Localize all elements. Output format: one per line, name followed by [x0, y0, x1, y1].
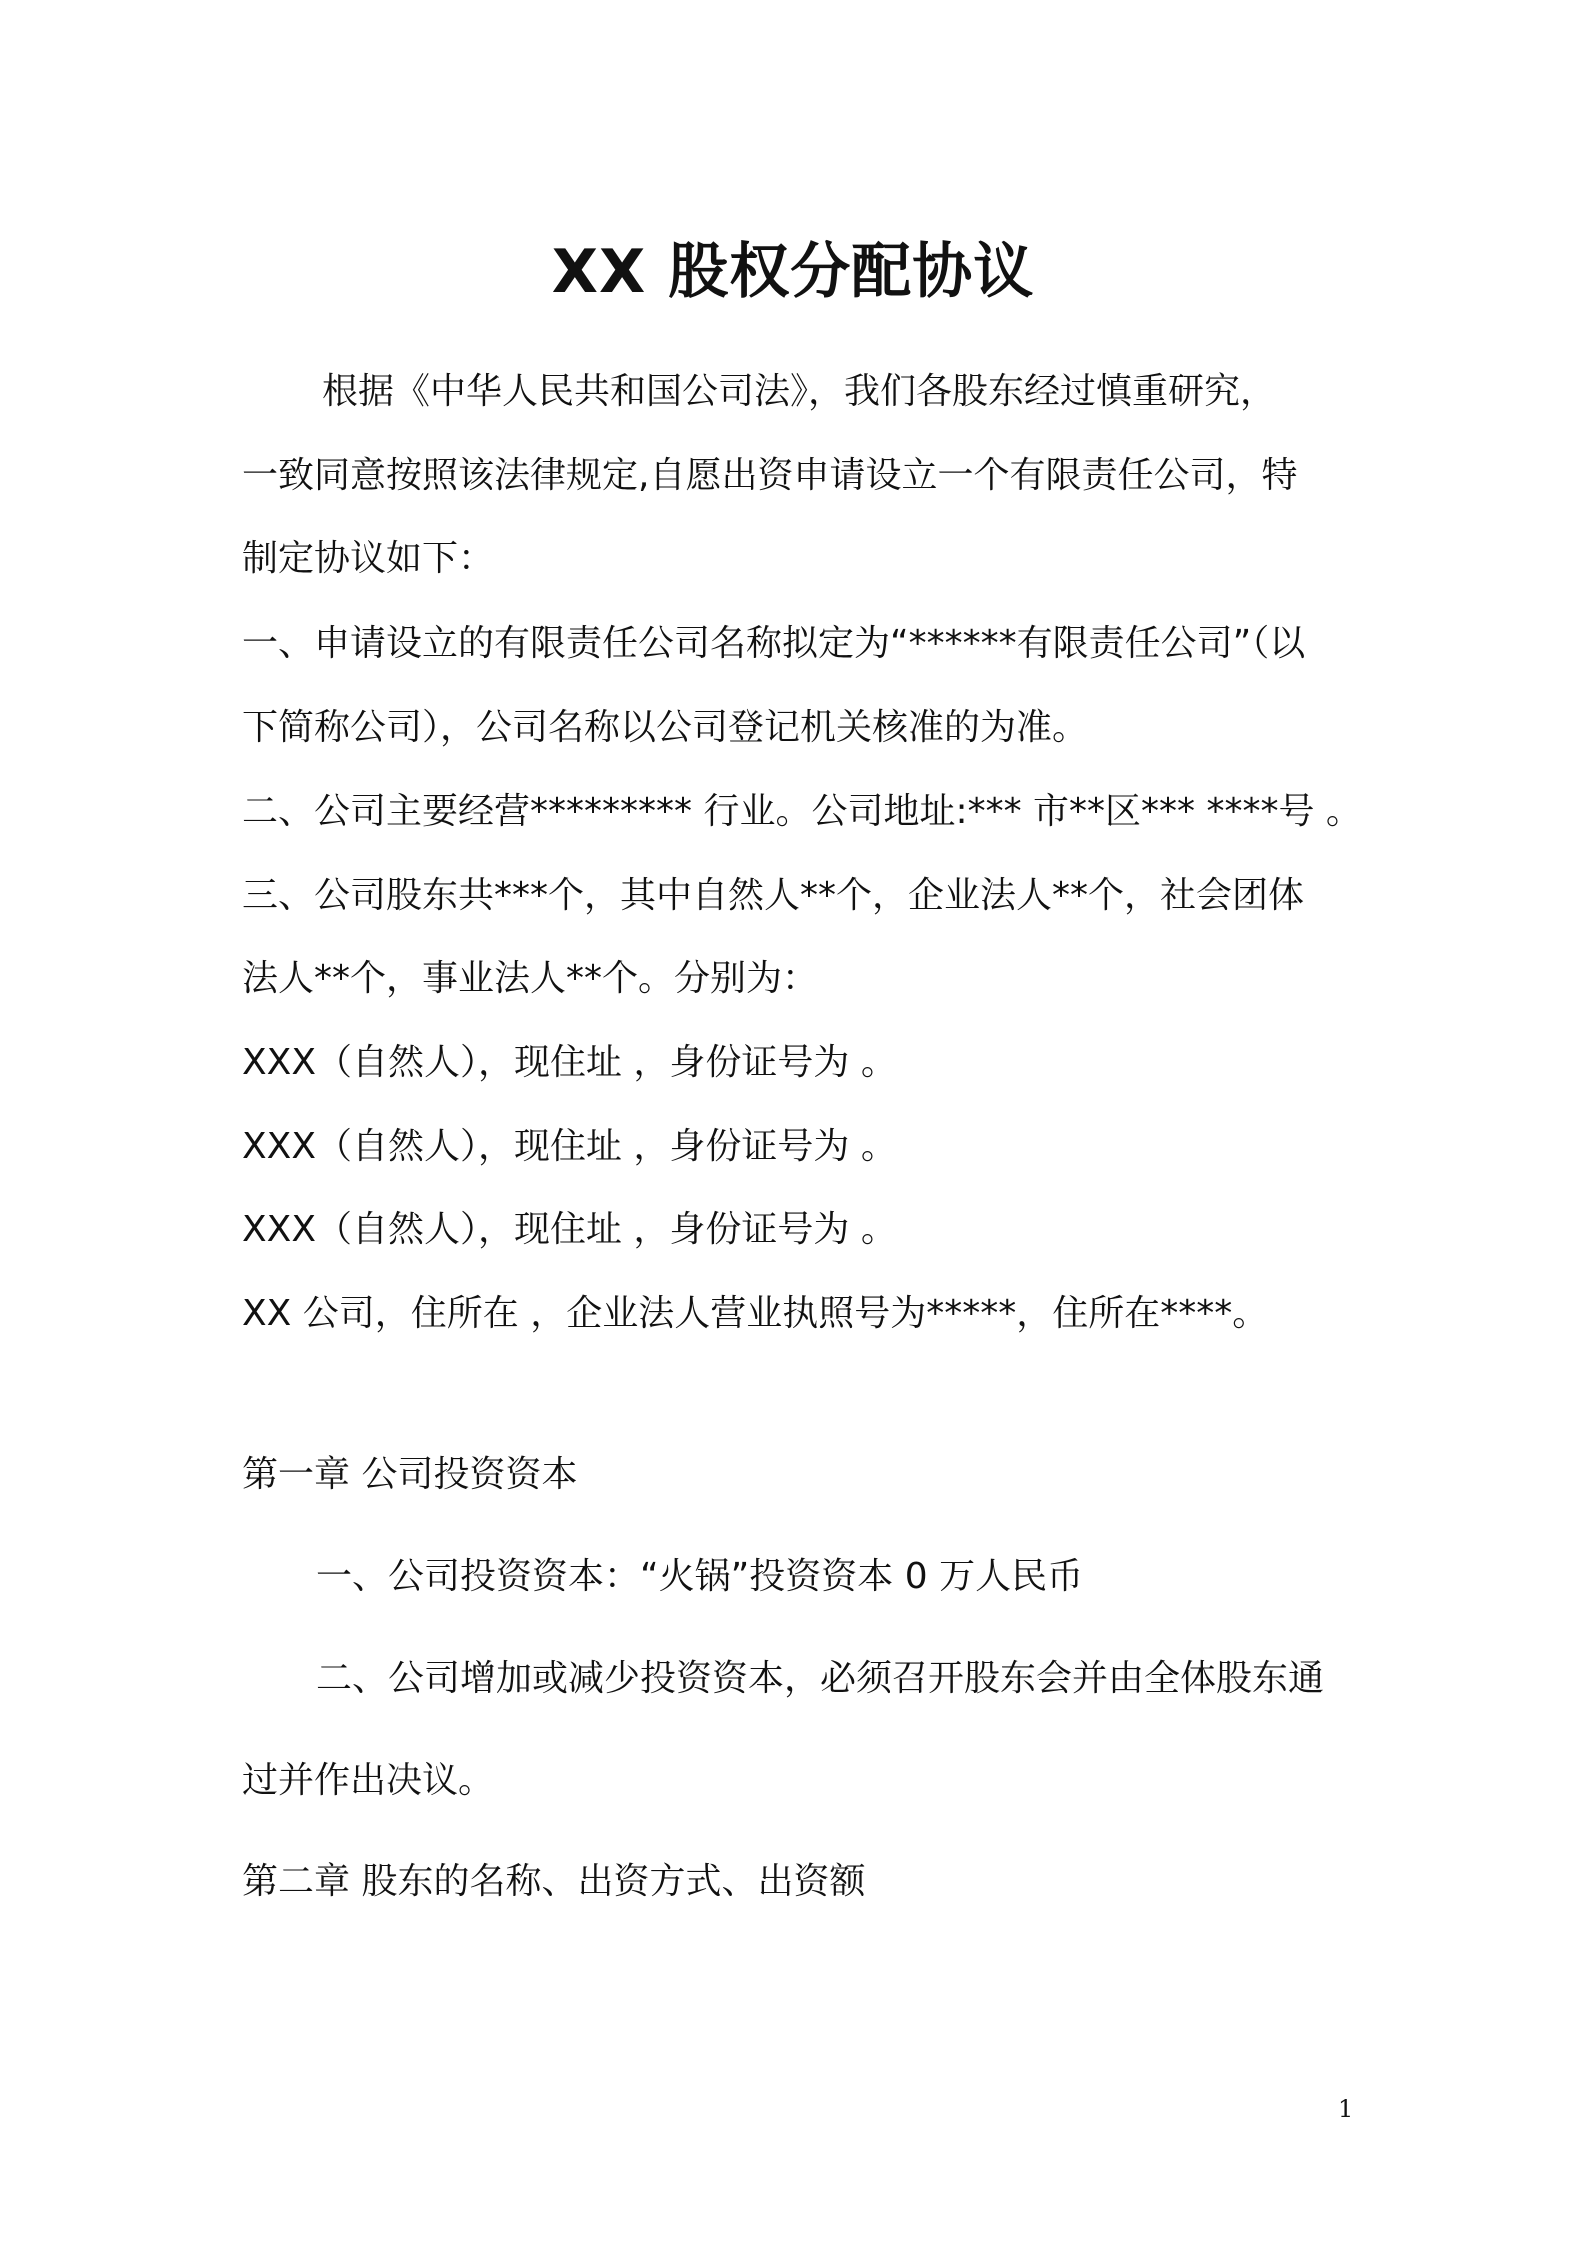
- page-number: 1: [1338, 2095, 1354, 2123]
- chapter-1-clause-2-line-1: 二、公司增加或减少投资资本，必须召开股东会并由全体股东通: [316, 1658, 1325, 1699]
- shareholder-2: XXX（自然人），现住址 ，身份证号为 。: [242, 1126, 897, 1167]
- article-3-line-2: 法人**个，事业法人**个。分别为：: [242, 958, 819, 999]
- article-2-line-1: 二、公司主要经营********* 行业。公司地址:*** 市**区*** ****号 。: [242, 791, 1362, 832]
- article-3-line-1: 三、公司股东共***个，其中自然人**个，企业法人**个，社会团体: [242, 875, 1305, 916]
- document-title: XX 股权分配协议: [551, 237, 1035, 307]
- shareholder-1: XXX（自然人），现住址 ，身份证号为 。: [242, 1042, 897, 1083]
- chapter-1-clause-2-line-2: 过并作出决议。: [242, 1760, 495, 1801]
- chapter-2-heading: 第二章 股东的名称、出资方式、出资额: [242, 1861, 866, 1902]
- preamble-line-2: 一致同意按照该法律规定,自愿出资申请设立一个有限责任公司，特: [242, 455, 1298, 496]
- shareholder-3: XXX（自然人），现住址 ，身份证号为 。: [242, 1209, 897, 1250]
- preamble-line-1: 根据《中华人民共和国公司法》，我们各股东经过慎重研究，: [322, 371, 1277, 412]
- shareholder-company: XX 公司，住所在 ，企业法人营业执照号为*****，住所在****。: [242, 1293, 1269, 1334]
- preamble-line-3: 制定协议如下：: [242, 538, 495, 579]
- chapter-1-heading: 第一章 公司投资资本: [242, 1454, 578, 1495]
- article-1-line-1: 一、申请设立的有限责任公司名称拟定为“******有限责任公司”（以: [242, 623, 1306, 664]
- article-1-line-2: 下简称公司），公司名称以公司登记机关核准的为准。: [242, 707, 1089, 748]
- chapter-1-clause-1: 一、公司投资资本：“火锅”投资资本 0 万人民币: [316, 1556, 1084, 1597]
